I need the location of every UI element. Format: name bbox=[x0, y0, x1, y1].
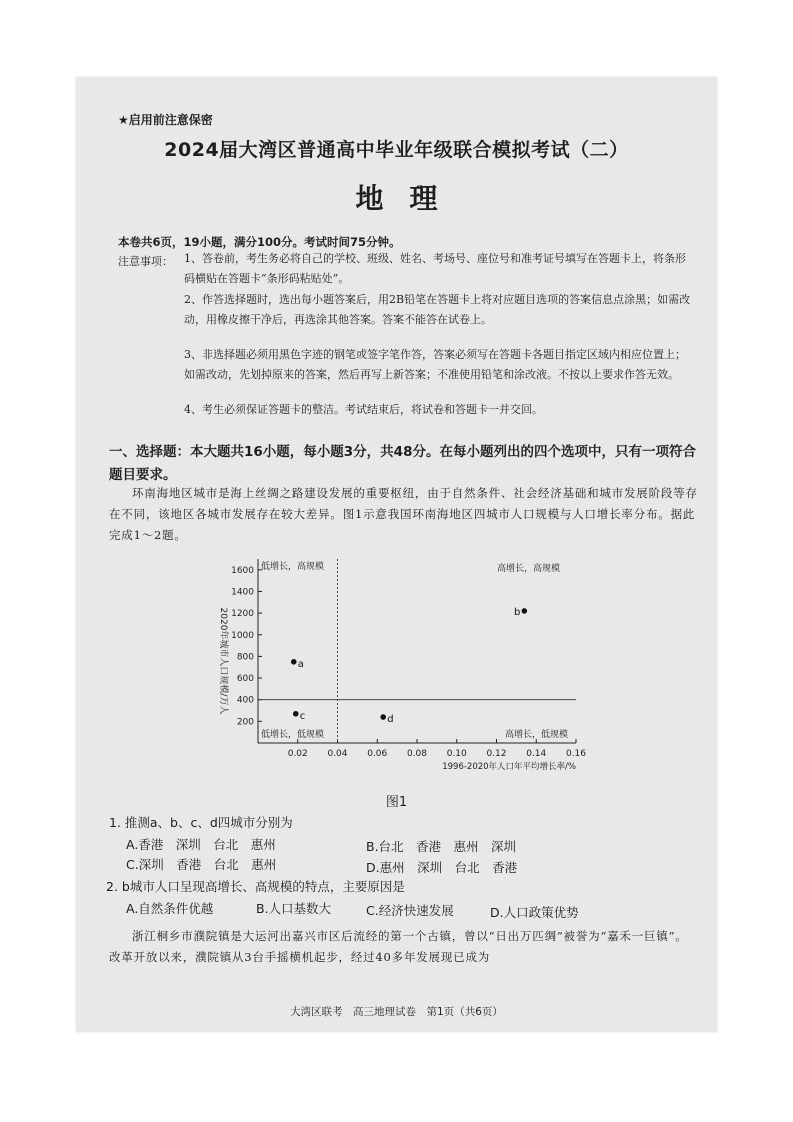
intro-paragraph: 环南海地区城市是海上丝绸之路建设发展的重要枢纽，由于自然条件、社会经济基础和城市发展阶段等存在不同，该地区各城市发展存在较大差异。图1示意我国环南海地区四城市人口规模与人口增长率分布。据此完成1～2题。 bbox=[109, 486, 698, 542]
y-tick-label: 800 bbox=[236, 652, 254, 663]
question-1-option-a: A.香港 深圳 台北 惠州 bbox=[126, 837, 276, 852]
passage-paragraph: 浙江桐乡市濮院镇是大运河出嘉兴市区后流经的第一个古镇，曾以“日出万匹绸”被誉为“嘉禾一巨镇”。改革开放以来，濮院镇从3台手摇横机起步，经过40多年发展现已成为 bbox=[109, 929, 688, 964]
y-tick-label: 400 bbox=[236, 695, 254, 706]
data-point-label-a: a bbox=[297, 658, 304, 670]
x-tick-label: 0.12 bbox=[486, 749, 507, 759]
question-2-option-a: A.自然条件优越 bbox=[126, 901, 214, 916]
exam-info: 本卷共6页，19小题，满分100分。考试时间75分钟。 bbox=[118, 235, 401, 249]
data-point-label-b: b bbox=[513, 606, 521, 618]
x-tick-label: 0.16 bbox=[565, 749, 587, 759]
question-2-option-c: C.经济快速发展 bbox=[366, 903, 454, 918]
data-point-d bbox=[380, 714, 386, 720]
exam-title: 2024届大湾区普通高中毕业年级联合模拟考试（二） bbox=[164, 139, 629, 161]
note-item-3: 3、非选择题必须用黑色字迹的钢笔或签字笔作答，答案必须写在答题卡各题目指定区域内相应位置上；如需改动，先划掉原来的答案，然后再写上新答案；不准使用铅笔和涂改液。不按以上要求作答无效。 bbox=[184, 348, 686, 381]
y-tick-label: 1400 bbox=[231, 587, 254, 598]
section-heading: 一、选择题：本大题共16小题，每小题3分，共48分。在每小题列出的四个选项中，只有一项符合题目要求。 bbox=[109, 444, 696, 483]
y-tick-label: 1200 bbox=[231, 609, 254, 620]
data-point-c bbox=[293, 711, 299, 717]
x-axis-title: 1996-2020年人口年平均增长率/% bbox=[442, 762, 576, 772]
scatter-chart bbox=[216, 551, 596, 786]
question-1-option-c: C.深圳 香港 台北 惠州 bbox=[126, 857, 277, 872]
data-point-a bbox=[291, 659, 297, 665]
confidential-mark: ★启用前注意保密 bbox=[118, 113, 213, 127]
x-tick-label: 0.06 bbox=[367, 749, 388, 759]
y-tick-label: 200 bbox=[236, 717, 254, 728]
quadrant-label-top-left: 低增长，高规模 bbox=[261, 562, 325, 572]
note-item-1: 1、答卷前，考生务必将自己的学校、班级、姓名、考场号、座位号和准考证号填写在答题卡上，将条形码横贴在答题卡“条形码粘贴处”。 bbox=[184, 252, 686, 285]
notes-label: 注意事项： bbox=[118, 255, 173, 268]
page-footer: 大湾区联考 高三地理试卷 第1页（共6页） bbox=[290, 1006, 503, 1018]
y-tick-label: 1600 bbox=[231, 565, 254, 576]
figure-caption: 图1 bbox=[385, 795, 408, 810]
question-2-option-b: B.人口基数大 bbox=[256, 901, 332, 916]
question-2-option-d: D.人口政策优势 bbox=[490, 905, 579, 920]
data-point-b bbox=[522, 608, 528, 614]
data-point-label-d: d bbox=[387, 714, 394, 726]
data-point-label-c: c bbox=[299, 710, 306, 722]
y-tick-label: 600 bbox=[236, 674, 254, 685]
quadrant-label-bottom-left: 低增长，低规模 bbox=[261, 730, 325, 740]
y-axis-title: 2020年城市人口规模/万人 bbox=[218, 607, 228, 715]
question-2-stem: 2. b城市人口呈现高增长、高规模的特点，主要原因是 bbox=[106, 879, 405, 894]
x-tick-label: 0.02 bbox=[287, 749, 308, 759]
x-tick-label: 0.10 bbox=[446, 749, 467, 759]
y-tick-label: 1000 bbox=[231, 630, 254, 641]
quadrant-label-top-right: 高增长，高规模 bbox=[496, 564, 560, 574]
x-tick-label: 0.14 bbox=[526, 749, 547, 759]
x-tick-label: 0.08 bbox=[406, 749, 428, 759]
exam-page bbox=[76, 77, 717, 1032]
note-item-2: 2、作答选择题时，选出每小题答案后，用2B铅笔在答题卡上将对应题目选项的答案信息点涂黑；如需改动，用橡皮擦干净后，再选涂其他答案。答案不能答在试卷上。 bbox=[184, 293, 691, 326]
x-tick-label: 0.04 bbox=[327, 749, 348, 759]
subject-title: 地理 bbox=[355, 182, 464, 215]
question-1-option-d: D.惠州 深圳 台北 香港 bbox=[366, 860, 518, 875]
question-1-option-b: B.台北 香港 惠州 深圳 bbox=[366, 839, 517, 854]
quadrant-label-bottom-right: 高增长，低规模 bbox=[504, 730, 568, 740]
note-item-4: 4、考生必须保证答题卡的整洁。考试结束后，将试卷和答题卡一并交回。 bbox=[184, 403, 543, 416]
question-1-stem: 1. 推测a、b、c、d四城市分别为 bbox=[109, 815, 293, 830]
